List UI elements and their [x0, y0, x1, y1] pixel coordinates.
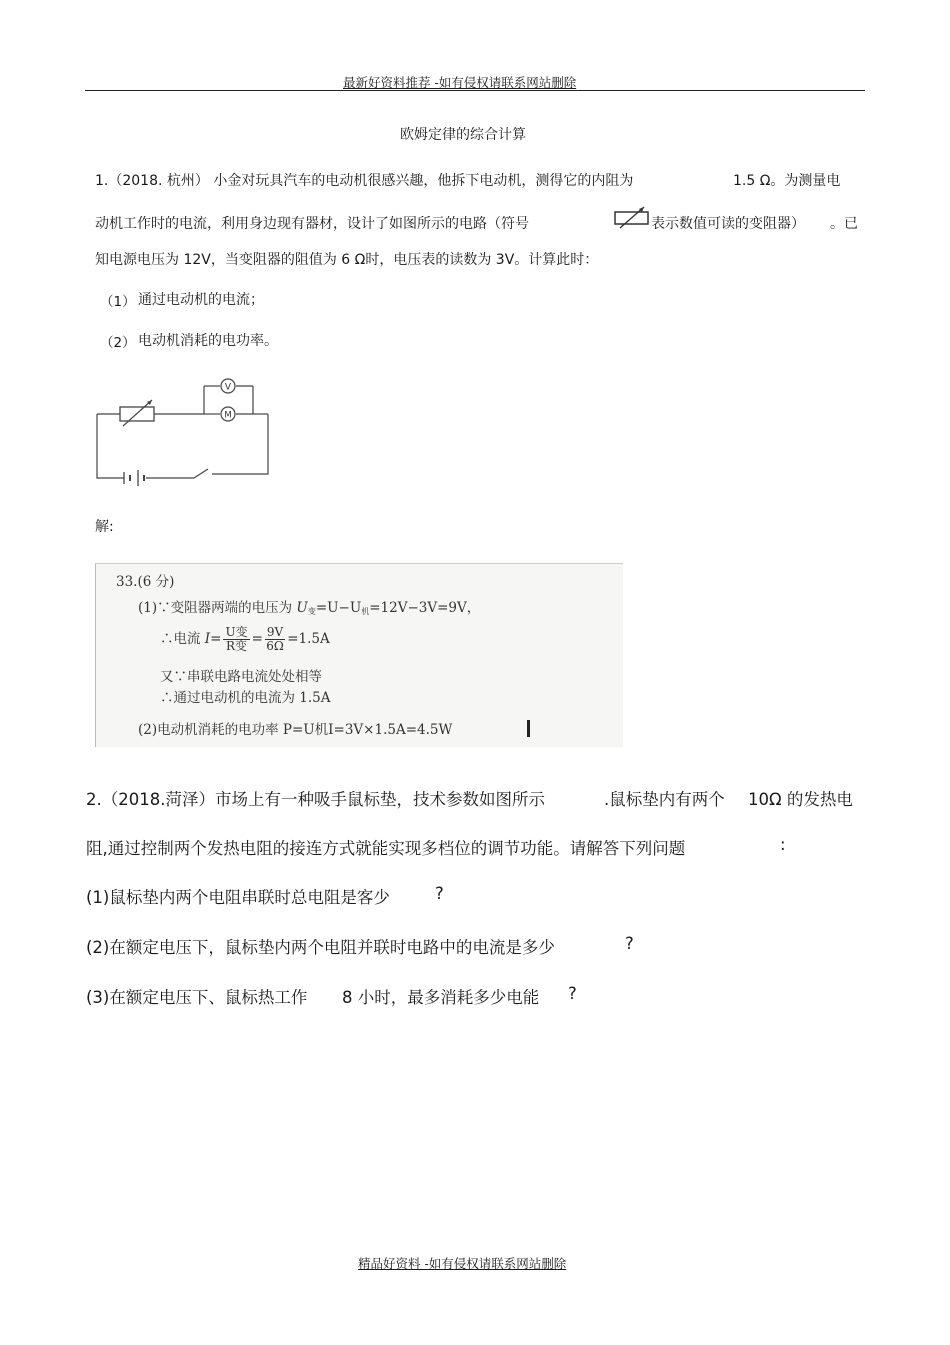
q1-sub1-text: 通过电动机的电流；: [138, 292, 264, 308]
q2-sub1-mark: ?: [435, 884, 444, 903]
solution-line5: (2)电动机消耗的电功率 P=U机I=3V×1.5A=4.5W: [138, 722, 453, 738]
page-header: 最新好资料推荐 -如有侵权请联系网站删除: [343, 75, 577, 90]
q1-sub2-number: （2）: [100, 335, 136, 351]
q2-sub1: (1)鼠标垫内两个电阻串联时总电阻是客少: [86, 888, 390, 907]
q2-line1-end: 10Ω 的发热电: [748, 790, 853, 809]
q2-sub2: (2)在额定电压下，鼠标垫内两个电阻并联时电路中的电流是多少: [86, 938, 555, 957]
solution-line2: ∴电流 I= $\frac{\text{U变}}{\text{R变}}$ = $\frac{9V}{6\Omega}$ =1.5A: [160, 625, 330, 653]
q1-line2-mid: 表示数值可读的变阻器）: [651, 216, 805, 232]
text-cursor-mark: [527, 720, 530, 737]
q2-sub3-mark: ?: [568, 984, 577, 1003]
q2-sub3-mid: 8 小时，最多消耗多少电能: [342, 988, 540, 1007]
header-rule: [85, 90, 865, 91]
solution-heading: 33.(6 分): [116, 574, 175, 590]
solution-line4: ∴通过电动机的电流为 1.5A: [160, 690, 331, 706]
q1-line2: 动机工作时的电流，利用身边现有器材，设计了如图所示的电路（符号: [95, 216, 529, 232]
q1-line1-end: 1.5 Ω。为测量电: [733, 173, 841, 189]
page-footer: 精品好资料 -如有侵权请联系网站删除: [358, 1256, 567, 1271]
circuit-diagram: [94, 378, 271, 488]
q2-sub3: (3)在额定电压下、鼠标热工作: [86, 988, 308, 1007]
solution-line3: 又∵串联电路电流处处相等: [160, 669, 322, 685]
motor-label: M: [224, 410, 232, 421]
q1-sub2-text: 电动机消耗的电功率。: [138, 333, 278, 349]
q2-line1-mid: .鼠标垫内有两个: [604, 790, 725, 809]
q2-sub2-mark: ?: [625, 934, 634, 953]
answer-label: 解:: [95, 519, 114, 535]
rheostat-symbol-icon: [614, 204, 650, 230]
q2-line2-end: :: [780, 835, 786, 854]
q1-line1: 1.（2018. 杭州） 小金对玩具汽车的电动机很感兴趣，他拆下电动机，测得它的内阻为: [95, 173, 634, 189]
q2-line2: 阻,通过控制两个发热电阻的接连方式就能实现多档位的调节功能。请解答下列问题: [86, 839, 686, 858]
q1-sub1-number: （1）: [100, 294, 136, 310]
solution-line1: (1)∵变阻器两端的电压为 $U_变=U-U_机=12V-3V=9V$，: [138, 600, 481, 616]
q1-line2-end: 。已: [830, 216, 858, 232]
voltmeter-label: V: [224, 382, 232, 393]
q1-line3: 知电源电压为 12V，当变阻器的阻值为 6 Ω时，电压表的读数为 3V。计算此时：: [95, 252, 599, 268]
solution-image: [95, 563, 623, 747]
page-title: 欧姆定律的综合计算: [400, 127, 526, 143]
q2-line1: 2.（2018.菏泽）市场上有一种吸手鼠标垫，技术参数如图所示: [86, 790, 545, 809]
